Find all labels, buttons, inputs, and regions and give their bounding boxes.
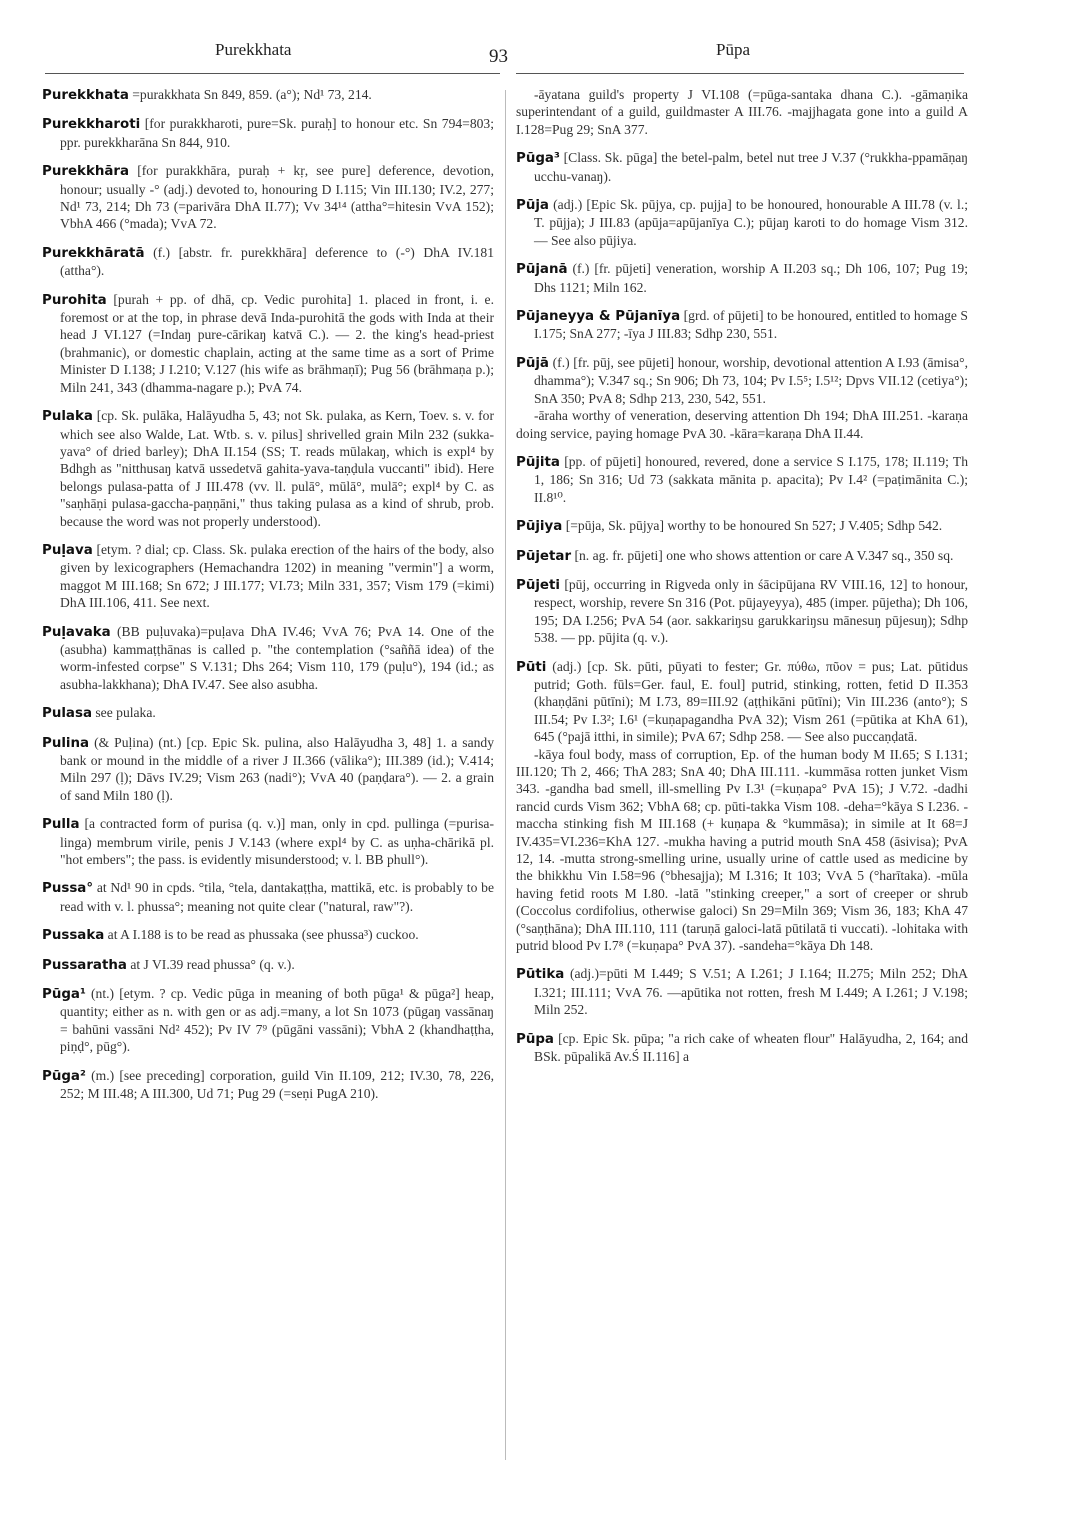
entry-definition: [cp. Sk. pulāka, Halāyudha 5, 43; not Sk. pulaka, as Kern, Toev. s. v. for which see also Walde, Lat. Wtb. s. v. pilus] shrivelled grain Miln 232 (sukka-yava° of dried barley); DhA II.154 (SS; T. reads mūlakaŋ, which is expl⁴ by Bdhgh as "nitthusaŋ katvā ussedetvā gahita-yava-taṇḍula vuccanti" ibid). Here belongs pulasa-patta of J III.478 (vv. ll. pulā°, mūlā°, mulā°; expl⁴ by C. as "saṇhāṇi pulasa-gaccha-paṇṇāni," thus taking pulasa as a kind of shrub, prob. because the word was not properly understood). (60, 408, 494, 529)
entry-headword: Pūjiya (516, 519, 563, 535)
entry-headword: Pulla (42, 817, 80, 833)
entry-headword: Pūpa (516, 1031, 554, 1047)
entry-definition: [pp. of pūjeti] honoured, revered, done a service S I.175, 178; II.119; Th 1, 186; Sn 316; Ud 73 (sakkata mānita p. apacita); Pv I.4² (=paṭimānita C.); II.8¹⁰. (534, 453, 968, 505)
running-head-left: Purekkhata (215, 40, 292, 59)
dictionary-entry (516, 307, 968, 343)
entry-headword: Pūja (516, 198, 549, 214)
entry-definition: (m.) [see preceding] corporation, guild Vin II.109, 212; IV.30, 78, 226, 252; M III.48; A III.300, Ud 71; Pug 29 (=seṇi PugA 210). (60, 1067, 495, 1102)
dictionary-entry (42, 879, 494, 915)
entry-headword: Purekkhāratā (42, 245, 145, 261)
header-rule-right (516, 73, 964, 74)
dictionary-entry (42, 162, 494, 233)
entry-definition: [for purakkharoti, pure=Sk. puraḥ] to honour etc. Sn 794=803; ppr. purekkharāna Sn 844, 910. (60, 116, 494, 150)
dictionary-entry (42, 623, 494, 694)
entry-headword: Purekkhata (42, 88, 129, 103)
entry-definition: (BB puḷuvaka)=puḷava DhA IV.46; VvA 76; PvA 14. One of the (asubha) kammaṭṭhānas is called p. "the contemplation (°saññā idea) of the worm-infested corpse" S V.131; Dhs 264; Vism 110, 179 (puḷu°), 194 (id.; as asubha-lakkhana); DhA IV.47. See also asubha. (60, 623, 494, 692)
dictionary-entry (42, 985, 494, 1056)
entry-headword: Purekkharoti (42, 117, 141, 133)
entry-definition: [etym. ? dial; cp. Class. Sk. pulaka erection of the hairs of the body, also given by lexicographers (Hemachandra 1202) in meaning "vermin"] a worm, maggot M III.168; Sn 672; J III.177; VI.73; Miln 331, 357; Vism 179 (=kimi) DhA III.106, 411. See next. (60, 541, 494, 611)
entry-headword: Pussaratha (42, 957, 127, 973)
entry-headword: Pussaka (42, 928, 105, 944)
dictionary-entry (42, 244, 494, 280)
entry-headword: Purekkhāra (42, 164, 130, 180)
entry-definition: (nt.) [etym. ? cp. Vedic pūga in meaning of both pūga¹ & pūga²] heap, quantity; either as n. with gen or as adj.=many, a lot Sn 1073 (pūgaŋ vassānaŋ = bahūni vassāni Nd² 452); Pv IV 7⁹ (pūgāni vassāni); VbhA 2 (khandhaṭṭha, piṇḍ°, pūg°). (60, 986, 494, 1055)
entry-definition: (adj.) [Epic Sk. pūjya, cp. pujja] to be honoured, honourable A III.78 (v. l.; T. pūjja); J III.83 (apūja=apūjanīya C.); pūjaŋ karoti to do homage Vism 312. — See also pūjiya. (534, 197, 968, 248)
dictionary-entry (42, 704, 494, 722)
dictionary-entry (516, 658, 968, 955)
entry-headword: Pulasa (42, 706, 92, 722)
entry-definition: [n. ag. fr. pūjeti] one who shows attention or care A V.347 sq., 350 sq. (574, 547, 954, 563)
entry-headword: Puḷavaka (42, 624, 111, 640)
dictionary-entry (42, 956, 494, 974)
column-divider (505, 90, 506, 1460)
entry-headword: Pulina (42, 735, 90, 751)
entry-headword: Pūjetar (516, 548, 572, 564)
entry-compounds: -kāya foul body, mass of corruption, Ep. of the human body M II.65; S I.131; III.120; Th 2, 466; ThA 283; SnA 40; DhA III.111. -kummāsa rotten junket Vism 343. -gandha bad smell, ill-smelling Pv I.3¹ (=kuṇapa° PvA 15); J V.72. -dadhi rancid curds Vism 362; VbhA 68; cp. pūti-takka Vism 108. -deha=°kāya S I.236. -maccha stinking fish M III.168 (+ kuṇapa & °kummāsa); in simile at It 68=J IV.435=VI.236=KhA 127. -mukha having a putrid mouth SnA 458 (āsivisa); PvA 12, 14. -mutta strong-smelling urine, usually urine of cattle used as medicine by the bhikkhu Vin I.58=96 (°bhesajja); M I.316; It 103; VvA 5 (°harītaka). -mūla having fetid roots M I.80. -latā "stinking creeper," a sort of creeper or shrub (Coccolus cordifolius, otherwise galoci) Sn 29=Miln 369; Vism 36, 183; KhA 47 (°saṇṭhāna); DhA III.110, 111 (taruṇā galoci-latā pūtilatā ti vuccati). -lohitaka with putrid blood Pv I.7⁸ (=kuṇapa° PvA 37). -sandeha=°kāya Dh 148. (516, 746, 968, 954)
page-number: 93 (489, 46, 508, 67)
entry-definition: [grd. of pūjeti] to be honoured, entitled to homage S I.175; SnA 277; -īya J III.83; Sdhp 230, 551. (534, 308, 968, 342)
entry-compounds: -āraha worthy of veneration, deserving attention Dh 194; DhA III.251. -karaṇa doing service, paying homage PvA 30. -kāra=karaṇa DhA II.44. (516, 408, 968, 441)
entry-headword: Pūti (516, 659, 547, 675)
dictionary-entry (516, 354, 968, 442)
dictionary-entry (516, 260, 968, 296)
left-column (42, 86, 494, 1114)
entry-headword: Puḷava (42, 542, 93, 558)
entry-headword: Pussa° (42, 881, 94, 897)
entry-definition: [a contracted form of purisa (q. v.)] man, only in cpd. pullinga (=purisa-linga) membrum virile, penis J V.143 (where expl⁴ by C. as uṇha-chārikā pl. "hot embers"; the pass. is evidently misunderstood; v. l. BB phull°). (60, 816, 494, 868)
dictionary-entry (42, 815, 494, 868)
dictionary-entry (42, 734, 494, 805)
entry-headword: Pūjita (516, 454, 560, 470)
entry-headword: Pūga³ (516, 151, 560, 167)
entry-definition: see pulaka. (95, 705, 156, 721)
entry-definition: at Nd¹ 90 in cpds. °tila, °tela, dantakaṭṭha, mattikā, etc. is probably to be read with v. l. phussa°; meaning not quite clear ("natural, raw"?). (60, 880, 494, 914)
dictionary-entry (42, 926, 494, 944)
entry-headword: Pulaka (42, 409, 93, 425)
dictionary-entry (516, 149, 968, 185)
entry-headword: Pūga² (42, 1068, 86, 1084)
entry-definition: (& Puḷina) (nt.) [cp. Epic Sk. pulina, also Halāyudha 3, 48] 1. a sandy bank or mound in the middle of a river J II.366 (vālika°); III.389 (id.); V.414; Miln 297 (ḷ); Dāvs IV.29; Vism 263 (nadi°); VvA 40 (paṇḍara°). — 2. a grain of sand Miln 180 (ḷ). (60, 734, 494, 803)
dictionary-entry (516, 576, 968, 647)
entry-definition: [=pūja, Sk. pūjya] worthy to be honoured Sn 527; J V.405; Sdhp 542. (565, 518, 943, 534)
entry-headword: Pūjā (516, 355, 549, 371)
dictionary-entry (42, 115, 494, 151)
entry-definition: (f.) [fr. pūjeti] veneration, worship A II.203 sq.; Dh 106, 107; Pug 19; Dhs 1121; Miln 162. (534, 261, 968, 295)
entry-definition: (f.) [abstr. fr. purekkhāra] deference to (-°) DhA IV.181 (attha°). (60, 244, 494, 279)
entry-definition: =purakkhata Sn 849, 859. (a°); Nd¹ 73, 214. (132, 87, 372, 102)
dictionary-entry (516, 86, 968, 138)
dictionary-entry (42, 1067, 494, 1103)
entry-definition: at J VI.39 read phussa° (q. v.). (130, 956, 295, 972)
right-column (516, 86, 968, 1077)
entry-headword: Purohita (42, 292, 107, 308)
entry-headword: Pūjaneyya & Pūjanīya (516, 309, 681, 325)
dictionary-entry (42, 291, 494, 396)
dictionary-entry (42, 541, 494, 612)
dictionary-entry (42, 407, 494, 530)
entry-headword: Pūjanā (516, 262, 568, 278)
running-head-right: Pūpa (716, 40, 750, 59)
header-rule-left (45, 73, 500, 74)
entry-definition: (adj.)=pūti M I.449; S V.51; A I.261; J I.164; II.275; Miln 252; DhA I.321; III.111; VvA 76. —apūtika not rotten, fresh M I.449; A I.261; J V.198; Miln 252. (534, 966, 968, 1018)
entry-definition: at A I.188 is to be read as phussaka (see phussa³) cuckoo. (107, 927, 419, 943)
entry-headword: Pūga¹ (42, 987, 86, 1003)
entry-definition: [cp. Epic Sk. pūpa; "a rich cake of wheaten flour" Halāyudha, 2, 164; and BSk. pūpalikā Av.Ś II.116] a (534, 1030, 968, 1065)
entry-headword: Pūjeti (516, 577, 561, 593)
entry-definition: [Class. Sk. pūga] the betel-palm, betel nut tree J V.37 (°rukkha-ppamāṇaŋ ucchu-vanaŋ). (534, 150, 968, 184)
entry-definition: (f.) [fr. pūj, see pūjeti] honour, worship, devotional attention A I.93 (āmisa°, dhamma°); V.347 sq.; Sn 906; Dh 73, 104; Pv I.5⁵; I.5¹²; Dpvs VII.12 (cetiya°); SnA 350; PvA 8; Sdhp 213, 230, 542, 551. (534, 354, 968, 406)
entry-definition: [pūj, occurring in Rigveda only in śācipūjana RV VIII.16, 12] to honour, respect, worship, revere Sn 316 (Pot. pūjayeyya), 485 (imper. pūjetha); Dh 106, 195; DA I.256; PvA 54 (aor. sakkariŋsu garukkariŋsu mānesuŋ pūjesuŋ); Sdhp 538. — pp. pūjita (q. v.). (534, 576, 968, 646)
dictionary-entry (516, 517, 968, 535)
dictionary-entry (42, 86, 494, 104)
entry-headword: Pūtika (516, 967, 565, 983)
entry-definition: [for purakkhāra, puraḥ + kṛ, see pure] deference, devotion, honour; usually -° (adj.) devoted to, honouring D I.115; Vin III.130; IV.2, 277; Nd¹ 73, 214; Dh 73 (=parivāra DhA II.77); Vv 34¹⁴ (attha°=hitesin VvA 152); VbhA 466 (°mada); VvA 72. (60, 163, 494, 232)
dictionary-entry (516, 196, 968, 249)
dictionary-entry (516, 965, 968, 1018)
entry-definition: [purah + pp. of dhā, cp. Vedic purohita] 1. placed in front, i. e. foremost or at the top, in phrase devā Inda-purohitā the gods with Inda at their head J VI.127 (=Indaŋ pure-cārikaŋ katvā C.). — 2. the king's head-priest (brahmanic), or domestic chaplain, acting at the same time as a sort of Prime Minister D I.138; J I.210; V.127 (his wife as brāhmaṇī); Pug 56 (brāhmaṇa p.); Miln 241, 343 (dhamma-nagare p.); PvA 74. (60, 291, 494, 395)
entry-definition: (adj.) [cp. Sk. pūti, pūyati to fester; Gr. πύθω, πῦον = pus; Lat. pūtidus putrid; Goth. fūls=Ger. faul, E. foul] putrid, stinking, rotten, fetid D II.353 (khaṇḍāni pūtīni); M I.73, 89=III.92 (aṭṭhikāni pūtīni); Vin III.236 (anto°); S III.54; Pv I.3²; I.6¹ (=kuṇapagandha PvA 32); Vism 261 (=pūtika at KhA 61), 645 (°pajā itthi, in simile); PvA 67; Sdhp 258. — See also puccaṇḍatā. (534, 658, 968, 745)
dictionary-entry (516, 547, 968, 565)
entry-definition: -āyatana guild's property J VI.108 (=pūga-santaka dhana C.). -gāmaṇika superintendant of a guild, guildmaster A III.76. -majjhagata gone into a guild A I.128=Pug 29; SnA 377. (516, 87, 968, 137)
dictionary-entry (516, 453, 968, 506)
dictionary-entry (516, 1030, 968, 1066)
